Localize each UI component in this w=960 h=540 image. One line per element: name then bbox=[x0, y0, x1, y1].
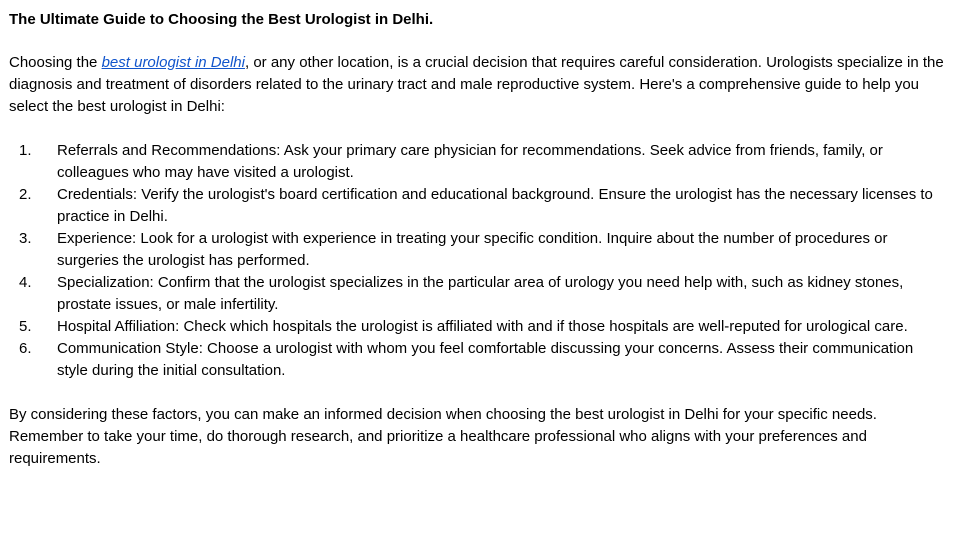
list-item-number: 6. bbox=[19, 340, 32, 357]
list-item bbox=[9, 184, 951, 228]
closing-paragraph: By considering these factors, you can make an informed decision when choosing the best urologist in Delhi for your specific needs. Remember to take your time, do thorough research, and prioritize a healthcare professional who aligns with your preferences and requirements. bbox=[9, 406, 877, 467]
list-item-text: Communication Style: Choose a urologist with whom you feel comfortable discussing your concerns. Assess their communication style during the initial consultation. bbox=[57, 340, 914, 379]
intro-text-before-link: Choosing the bbox=[9, 54, 102, 71]
list-item-number: 3. bbox=[19, 230, 32, 247]
list-item bbox=[9, 140, 951, 184]
list-item-text: Credentials: Verify the urologist's board certification and educational background. Ensure the urologist has the necessary licenses to practice in Delhi. bbox=[57, 186, 933, 225]
list-item bbox=[9, 338, 951, 382]
page-title: The Ultimate Guide to Choosing the Best Urologist in Delhi. bbox=[9, 11, 434, 28]
list-item-text: Specialization: Confirm that the urologist specializes in the particular area of urology you need help with, such as kidney stones, prostate issues, or male infertility. bbox=[57, 274, 904, 313]
best-urologist-link[interactable]: best urologist in Delhi bbox=[101, 54, 245, 71]
list-item-number: 5. bbox=[19, 318, 32, 335]
list-item bbox=[9, 316, 951, 338]
list-item-number: 4. bbox=[19, 274, 32, 291]
intro-paragraph bbox=[9, 52, 951, 118]
list-item bbox=[9, 228, 951, 272]
intro-text-after-link: , or any other location, is a crucial decision that requires careful consideration. Urologists specialize in the diagnosis and treatment of disorders related to the urinary tract and male reproductive system. Here's a comprehensive guide to help you select the best urologist in Delhi: bbox=[9, 54, 944, 115]
list-item-text: Experience: Look for a urologist with experience in treating your specific condition. Inquire about the number of procedures or surgeries the urologist has performed. bbox=[57, 230, 888, 269]
list-item-number: 1. bbox=[19, 142, 32, 159]
guide-list bbox=[9, 140, 951, 382]
list-item-number: 2. bbox=[19, 186, 32, 203]
list-item bbox=[9, 272, 951, 316]
list-item-text: Referrals and Recommendations: Ask your primary care physician for recommendations. Seek advice from friends, family, or colleagues who may have visited a urologist. bbox=[57, 142, 883, 181]
list-item-text: Hospital Affiliation: Check which hospitals the urologist is affiliated with and if those hospitals are well-reputed for urological care. bbox=[57, 318, 908, 335]
